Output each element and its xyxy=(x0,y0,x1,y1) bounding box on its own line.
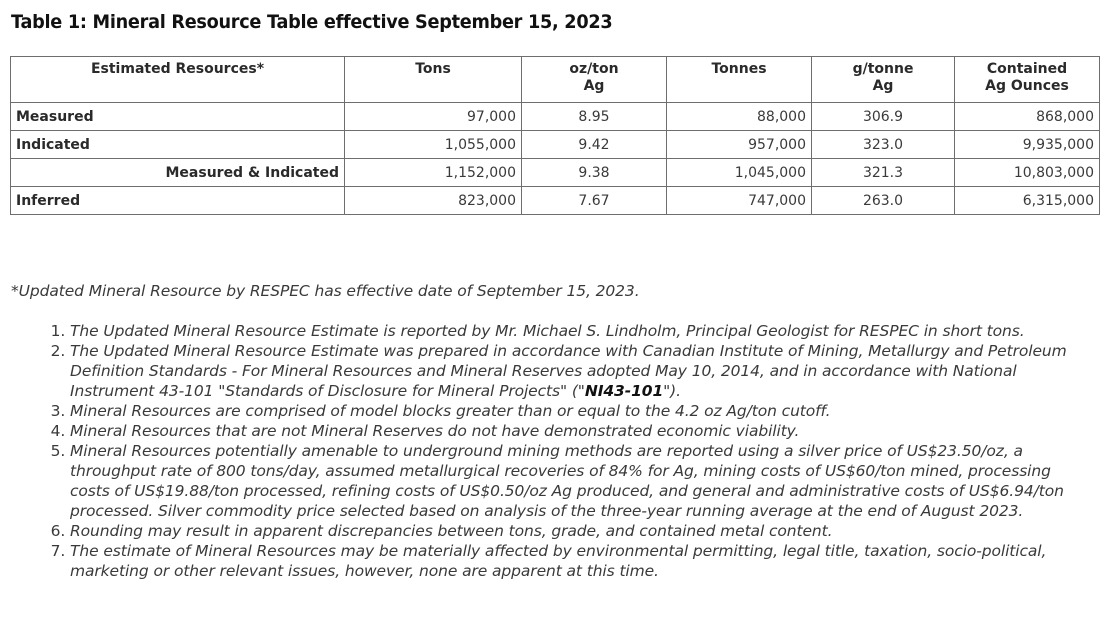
cell-tonnes: 957,000 xyxy=(667,131,812,159)
note-item: 4. Mineral Resources that are not Mineral Reserves do not have demonstrated economic viability. xyxy=(70,421,1070,441)
row-label: Inferred xyxy=(11,187,345,215)
note-item: 6. Rounding may result in apparent discrepancies between tons, grade, and contained metal content. xyxy=(70,521,1070,541)
table-row-indicated xyxy=(11,131,1100,159)
cell-tons: 97,000 xyxy=(345,103,522,131)
note-text: "). xyxy=(663,382,681,400)
header-oz-ton-ag xyxy=(522,57,667,103)
table-row-measured xyxy=(11,103,1100,131)
table-header-row xyxy=(11,57,1100,103)
cell-oz-ton: 9.42 xyxy=(522,131,667,159)
cell-ounces: 10,803,000 xyxy=(955,159,1100,187)
page-title: Table 1: Mineral Resource Table effective September 15, 2023 xyxy=(11,11,613,33)
cell-tonnes: 1,045,000 xyxy=(667,159,812,187)
cell-g-tonne: 306.9 xyxy=(812,103,955,131)
row-label: Measured xyxy=(11,103,345,131)
note-item: 5. Mineral Resources potentially amenable to underground mining methods are reported using a silver price of US$23.50/oz, a throughput rate of 800 tons/day, assumed metallurgical recoveries of 84% for Ag, mining costs of US$60/ton mined, processing costs of US$19.88/ton processed, refining costs of US$0.50/oz Ag produced, and general and administrative costs of US$6.94/ton processed. Silver commodity price selected based on analysis of the three-year running average at the end of August 2023. xyxy=(70,441,1070,521)
cell-oz-ton: 8.95 xyxy=(522,103,667,131)
header-contained-ag-ounces xyxy=(955,57,1100,103)
header-tons xyxy=(345,57,522,103)
notes-list xyxy=(0,321,1070,581)
header-text: oz/ton xyxy=(569,61,619,77)
cell-oz-ton: 9.38 xyxy=(522,159,667,187)
cell-tons: 823,000 xyxy=(345,187,522,215)
cell-tons: 1,055,000 xyxy=(345,131,522,159)
row-label: Measured & Indicated xyxy=(11,159,345,187)
note-bold-text: NI43-101 xyxy=(584,382,664,400)
header-text: Contained xyxy=(986,61,1068,77)
cell-ounces: 6,315,000 xyxy=(955,187,1100,215)
cell-oz-ton: 7.67 xyxy=(522,187,667,215)
header-text: Tons xyxy=(415,61,451,77)
cell-tonnes: 747,000 xyxy=(667,187,812,215)
row-label: Indicated xyxy=(11,131,345,159)
note-item: 3. Mineral Resources are comprised of model blocks greater than or equal to the 4.2 oz Ag/ton cutoff. xyxy=(70,401,1070,421)
mineral-resource-table xyxy=(10,56,1100,215)
note-item: 7. The estimate of Mineral Resources may be materially affected by environmental permitting, legal title, taxation, socio-political, marketing or other relevant issues, however, none are apparent at this time. xyxy=(70,541,1070,581)
cell-tons: 1,152,000 xyxy=(345,159,522,187)
note-item: 1. The Updated Mineral Resource Estimate is reported by Mr. Michael S. Lindholm, Principal Geologist for RESPEC in short tons. xyxy=(70,321,1070,341)
cell-tonnes: 88,000 xyxy=(667,103,812,131)
table-footnote: *Updated Mineral Resource by RESPEC has effective date of September 15, 2023. xyxy=(11,282,640,300)
cell-ounces: 868,000 xyxy=(955,103,1100,131)
header-text: Ag xyxy=(872,78,894,94)
header-estimated-resources xyxy=(11,57,345,103)
header-text: Estimated Resources* xyxy=(90,61,265,77)
header-text: Ag xyxy=(583,78,605,94)
cell-g-tonne: 321.3 xyxy=(812,159,955,187)
note-item xyxy=(70,341,1070,401)
header-text: g/tonne xyxy=(852,61,914,77)
cell-g-tonne: 263.0 xyxy=(812,187,955,215)
table-row-inferred xyxy=(11,187,1100,215)
cell-g-tonne: 323.0 xyxy=(812,131,955,159)
table-row-measured-indicated xyxy=(11,159,1100,187)
header-text: Tonnes xyxy=(711,61,767,77)
note-text: The Updated Mineral Resource Estimate was prepared in accordance with Canadian Institute of Mining, Metallurgy and Petroleum Definition Standards - For Mineral Resources and Mineral Reserves adopted May 10, 2014, and in accordance with National Instrument 43-101 "Standards of Disclosure for Mineral Projects" (" xyxy=(70,342,1067,400)
header-tonnes xyxy=(667,57,812,103)
header-text: Ag Ounces xyxy=(985,78,1069,94)
cell-ounces: 9,935,000 xyxy=(955,131,1100,159)
header-g-tonne-ag xyxy=(812,57,955,103)
